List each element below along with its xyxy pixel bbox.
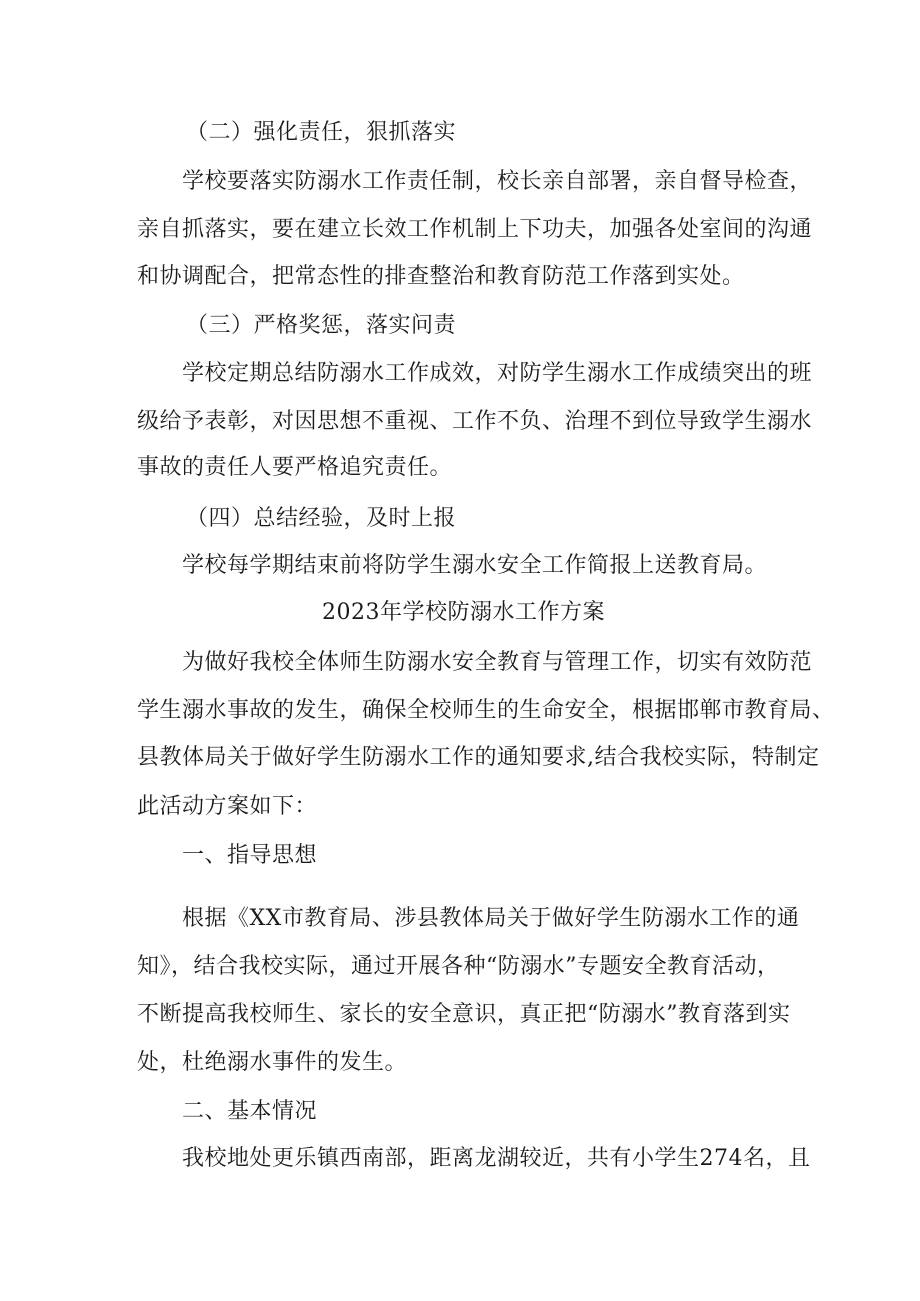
paragraph-line: 亲自抓落实，要在建立长效工作机制上下功夫，加强各处室间的沟通 xyxy=(137,217,813,242)
paragraph-line: 处，杜绝溺水事件的发生。 xyxy=(137,1050,408,1075)
paragraph-line: 不断提高我校师生、家长的安全意识，真正把“防溺水”教育落到实 xyxy=(137,1002,791,1027)
document-title: 2023年学校防溺水工作方案 xyxy=(322,600,605,625)
paragraph-line: 知》，结合我校实际，通过开展各种“防溺水”专题安全教育活动， xyxy=(137,954,780,979)
section-heading: （三）严格奖惩，落实问责 xyxy=(186,313,457,338)
section-heading: （二）强化责任，狠抓落实 xyxy=(186,120,457,145)
paragraph-line: 县教体局关于做好学生防溺水工作的通知要求,结合我校实际，特制定 xyxy=(137,745,820,770)
paragraph-line: 学校要落实防溺水工作责任制，校长亲自部署，亲自督导检查， xyxy=(182,169,813,194)
paragraph-line: 此活动方案如下： xyxy=(137,794,318,819)
paragraph-line: 我校地处更乐镇西南部，距离龙湖较近，共有小学生274名，且 xyxy=(182,1146,811,1171)
section-heading: （四）总结经验，及时上报 xyxy=(186,506,457,531)
section-heading: 一、指导思想 xyxy=(182,843,318,868)
paragraph-line: 事故的责任人要严格追究责任。 xyxy=(137,455,453,480)
paragraph-line: 学生溺水事故的发生，确保全校师生的生命安全，根据邯郸市教育局、 xyxy=(137,698,835,723)
paragraph-line: 学校定期总结防溺水工作成效，对防学生溺水工作成绩突出的班 xyxy=(182,361,813,386)
paragraph-line: 和协调配合，把常态性的排查整治和教育防范工作落到实处。 xyxy=(137,264,745,289)
section-heading: 二、基本情况 xyxy=(182,1099,318,1124)
paragraph-line: 级给予表彰，对因思想不重视、工作不负、治理不到位导致学生溺水 xyxy=(137,409,813,434)
paragraph-line: 学校每学期结束前将防学生溺水安全工作简报上送教育局。 xyxy=(182,553,768,578)
paragraph-line: 为做好我校全体师生防溺水安全教育与管理工作，切实有效防范 xyxy=(182,650,813,675)
paragraph-line: 根据《XX市教育局、涉县教体局关于做好学生防溺水工作的通 xyxy=(182,906,800,931)
